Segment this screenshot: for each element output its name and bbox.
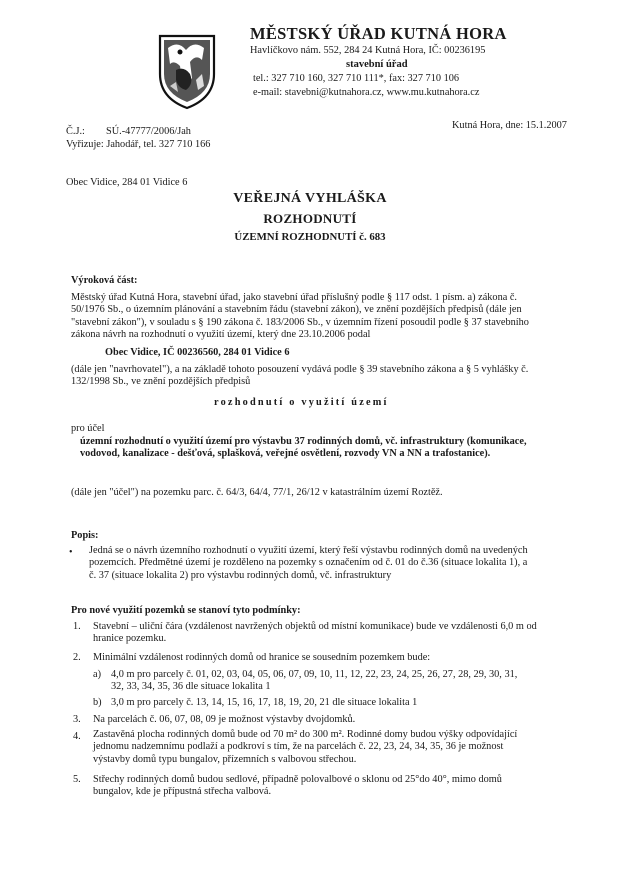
text-line: 3,0 m pro parcely č. 13, 14, 15, 16, 17, 18, 19, 20, 21 dle situace lokalita 1 <box>111 697 418 708</box>
text-line: hranice pozemku. <box>93 633 167 645</box>
purpose-label: pro účel <box>71 423 105 434</box>
coat-of-arms-icon <box>156 30 218 110</box>
condition-number: 4. <box>73 731 81 742</box>
bullet-icon: • <box>69 547 73 558</box>
condition-number: 3. <box>73 714 81 725</box>
parcels-text: (dále jen "účel") na pozemku parc. č. 64/3, 64/4, 77/1, 26/12 v katastrálním území Roztěž. <box>71 487 443 498</box>
handled-by: Vyřizuje: Jahodář, tel. 327 710 166 <box>66 139 211 150</box>
text-line: č. 37 (situace lokalita 2) pro výstavbu rodinných domů, vč. infrastruktury <box>89 569 392 581</box>
text-line: Městský úřad Kutná Hora, stavební úřad, jako stavební úřad příslušný podle § 117 odst. 1 písm. a) zákona č. <box>71 292 518 303</box>
text-line: (dále jen "navrhovatel"), a na základě tohoto posouzení vydává podle § 39 stavebního zákona a § 5 vyhlášky č. <box>71 364 529 375</box>
section-heading-description: Popis: <box>71 530 99 541</box>
text-line: 132/1998 Sb., ve znění pozdějších předpisů <box>71 376 251 388</box>
text-line: Minimální vzdálenost rodinných domů od hranice se sousedním pozemkem bude: <box>93 652 431 663</box>
verdict-text-2 <box>71 364 528 389</box>
text-line: 50/1976 Sb., o územním plánování a stavebním řádu (stavební zákon), ve znění pozdějších předpisů (dále jen <box>71 304 522 316</box>
text-line: Jedná se o návrh územního rozhodnutí o využití území, který řeší výstavbu rodinných domů na uvedených <box>89 545 528 556</box>
reference-label: Č.J.: <box>66 126 85 137</box>
decision-phrase: rozhodnutí o využití území <box>214 397 389 408</box>
condition-number: 1. <box>73 621 81 632</box>
text-line: Stavební – uliční čára (vzdálenost navržených objektů od místní komunikace) bude ve vzdálenosti 6,0 m od <box>93 621 537 632</box>
title-public-notice: VEŘEJNÁ VYHLÁŠKA <box>233 191 387 206</box>
condition-number: 5. <box>73 774 81 785</box>
applicant: Obec Vidice, IČ 00236560, 284 01 Vidice 6 <box>105 347 290 358</box>
office-address: Havlíčkovo nám. 552, 284 24 Kutná Hora, IČ: 00236195 <box>250 45 486 56</box>
text-line: územní rozhodnutí o využití území pro výstavbu 37 rodinných domů, vč. infrastruktury (komunikace, <box>80 436 527 447</box>
purpose-text <box>80 436 527 461</box>
text-line: jednomu nadzemnímu podlaží a podkroví s tím, že na parcelách č. 22, 23, 24, 34, 35, 36 je možnost <box>93 741 504 753</box>
condition-text <box>93 774 502 799</box>
verdict-text <box>71 292 529 341</box>
title-decision: ROZHODNUTÍ <box>263 211 357 226</box>
text-line: zákona návrh na rozhodnutí o využití území, který dne 23.10.2006 podal <box>71 328 371 340</box>
text-line: Střechy rodinných domů budou sedlové, případně polovalbové o sklonu od 25°do 40°, mimo domů <box>93 774 502 785</box>
text-line: 4,0 m pro parcely č. 01, 02, 03, 04, 05, 06, 07, 09, 10, 11, 12, 22, 23, 24, 25, 26, 27, 28, 29, 30, 31, <box>111 669 518 680</box>
text-line: pozemcích. Předmětné území je rozděleno na pozemky s označením od č. 01 do č.36 (situace lokalita 1), a <box>89 557 528 569</box>
text-line: vodovod, kanalizace - dešťová, splašková, veřejné osvětlení, rozvody VN a NN a trafostanice). <box>80 448 491 460</box>
office-email: e-mail: stavebni@kutnahora.cz, www.mu.kutnahora.cz <box>253 87 480 98</box>
text-line: 32, 33, 34, 35, 36 dle situace lokalita 1 <box>111 681 271 693</box>
section-heading-verdict: Výroková část: <box>71 275 138 286</box>
text-line: Na parcelách č. 06, 07, 08, 09 je možnost výstavby dvojdomků. <box>93 714 356 725</box>
subcondition-label: b) <box>93 697 102 708</box>
office-phones: tel.: 327 710 160, 327 710 111*, fax: 327 710 106 <box>253 73 460 84</box>
condition-number: 2. <box>73 652 81 663</box>
text-line: Zastavěná plocha rodinných domů bude od 70 m² do 300 m². Rodinné domy budou výšky odpovídající <box>93 729 518 740</box>
condition-text <box>93 652 430 664</box>
office-department: stavební úřad <box>346 59 408 70</box>
title-zoning-decision: ÚZEMNÍ ROZHODNUTÍ č. 683 <box>234 231 386 243</box>
recipient: Obec Vidice, 284 01 Vidice 6 <box>66 177 188 188</box>
reference-number: SÚ.-47777/2006/Jah <box>106 126 191 137</box>
subcondition-text <box>111 697 417 709</box>
place-date: Kutná Hora, dne: 15.1.2007 <box>452 120 567 131</box>
subcondition-text <box>111 669 517 694</box>
section-heading-conditions: Pro nové využití pozemků se stanoví tyto podmínky: <box>71 605 301 616</box>
condition-text <box>93 621 537 646</box>
description-text <box>89 545 528 582</box>
office-name: MĚSTSKÝ ÚŘAD KUTNÁ HORA <box>250 24 507 43</box>
condition-text <box>93 729 517 766</box>
subcondition-label: a) <box>93 669 101 680</box>
text-line: bungalov, kde je přípustná střecha valbová. <box>93 786 272 798</box>
text-line: "stavební zákon"), v souladu s § 190 zákona č. 183/2006 Sb., v územním řízení posoudil podle § 37 stavebního <box>71 316 529 328</box>
text-line: výstavby domů typu bungalov, přízemních s valbovou střechou. <box>93 753 357 765</box>
condition-text <box>93 714 355 726</box>
